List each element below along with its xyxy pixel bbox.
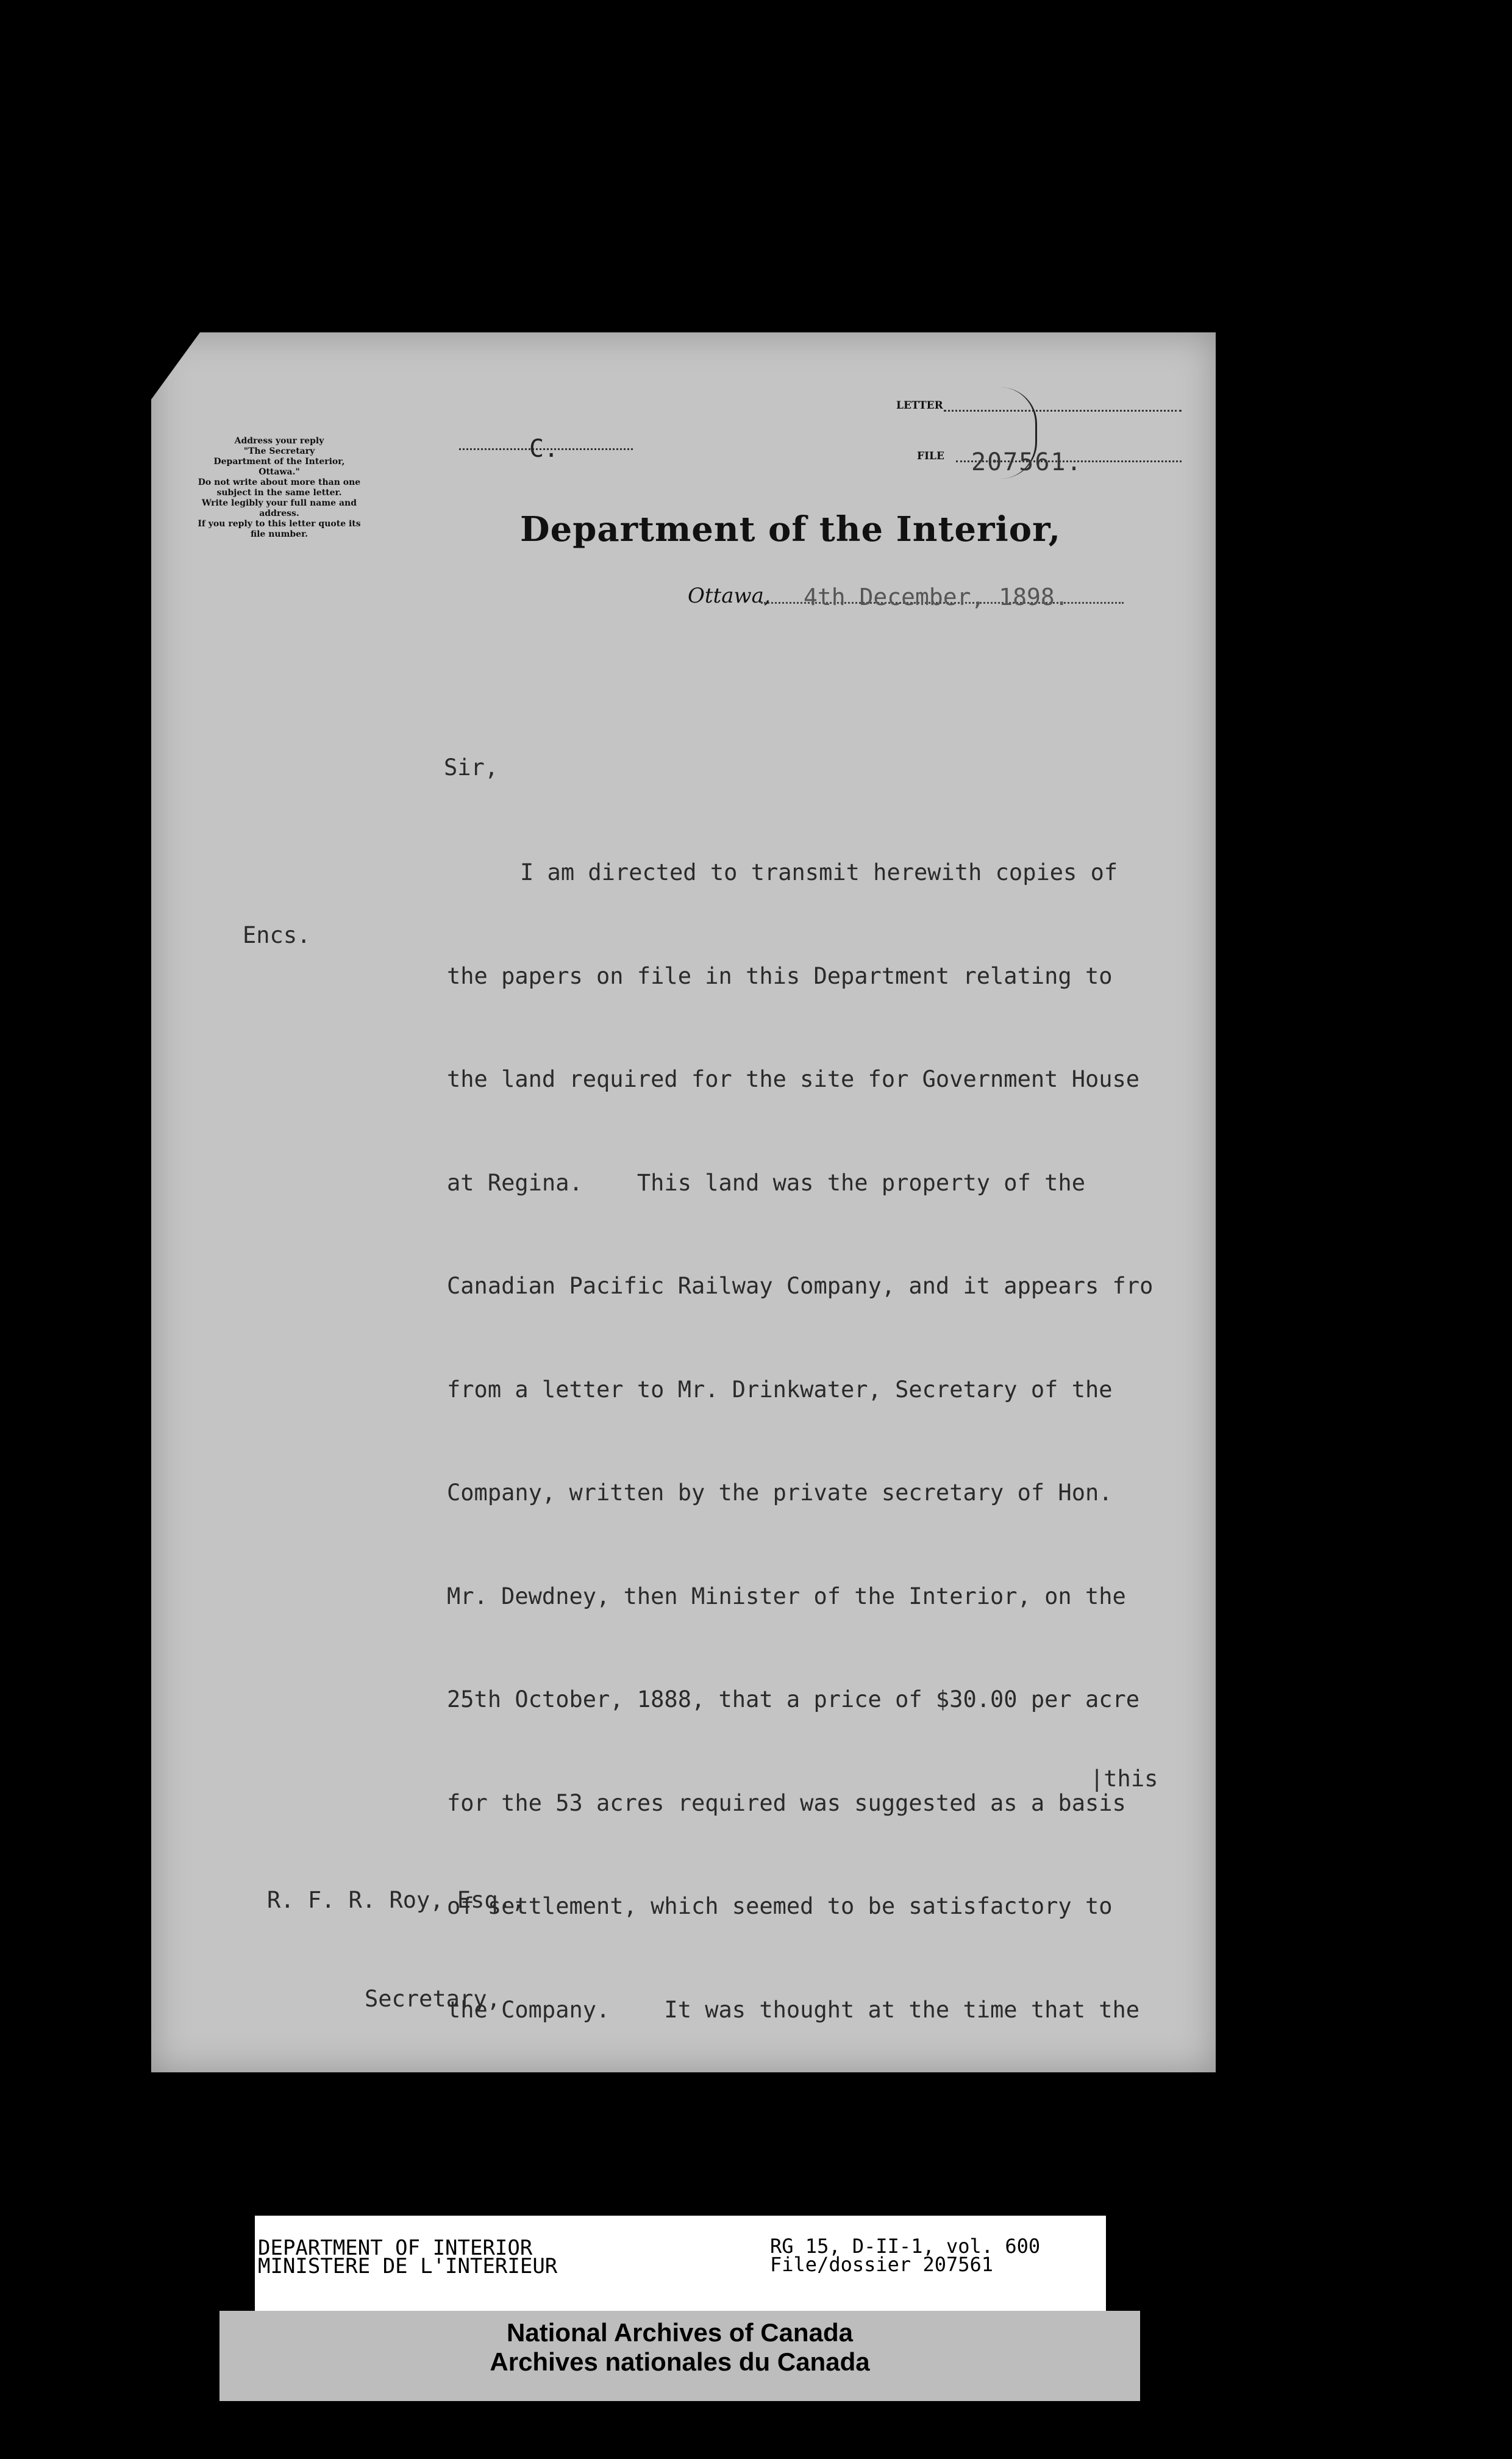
national-archives-label — [219, 2311, 1140, 2401]
body-line: the land required for the site for Government House — [447, 1066, 1140, 1092]
letter-date: 4th December, 1898. — [804, 584, 1069, 610]
stamp-line: address. — [259, 509, 299, 518]
department-title: Department of the Interior, — [520, 509, 1061, 549]
body-line: Company, written by the private secretary of Hon. — [447, 1480, 1113, 1506]
stamp-line: Ottawa." — [259, 467, 300, 477]
archive-file-reference — [770, 2237, 1040, 2274]
reply-instructions-stamp — [188, 436, 371, 540]
archive-rg-volume: RG 15, D-II-1, vol. 600 — [770, 2235, 1041, 2258]
letter-label: LETTER — [896, 399, 943, 412]
body-line: for the 53 acres required was suggested as a basis — [447, 1789, 1126, 1816]
body-line: the papers on file in this Department relating to — [447, 962, 1113, 989]
body-line: at Regina. This land was the property of the — [447, 1169, 1085, 1196]
stamp-line: subject in the same letter. — [216, 488, 342, 498]
archive-department — [258, 2236, 558, 2278]
letter-dotted-line — [944, 410, 1182, 412]
archive-dept-fr: MINISTERE DE L'INTERIEUR — [258, 2254, 558, 2278]
salutation: Sir, — [444, 754, 499, 781]
file-number: 207561. — [971, 448, 1083, 476]
stamp-line: Department of the Interior, — [213, 457, 345, 467]
letter-sheet — [151, 332, 1216, 2072]
archive-reference-label — [255, 2216, 1106, 2311]
body-line: Mr. Dewdney, then Minister of the Interior, on the — [447, 1583, 1126, 1609]
recipient-address — [267, 1830, 685, 2072]
folded-corner — [151, 332, 200, 399]
stamp-line: Write legibly your full name and — [202, 498, 357, 508]
stamp-line: If you reply to this letter quote its — [198, 519, 361, 529]
body-line: from a letter to Mr. Drinkwater, Secretary of the — [447, 1376, 1113, 1403]
body-line: of settlement, which seemed to be satisfactory to — [447, 1893, 1113, 1919]
c-mark: C. — [529, 435, 559, 463]
body-line: I am directed to transmit herewith copies of — [520, 859, 1118, 886]
body-line: Canadian Pacific Railway Company, and it appears fro — [447, 1273, 1154, 1299]
ottawa-label: Ottawa, — [688, 584, 771, 608]
stamp-line: "The Secretary — [243, 446, 315, 456]
file-label: FILE — [917, 450, 944, 462]
nac-name-en: National Archives of Canada — [507, 2318, 853, 2347]
stamp-line: Do not write about more than one — [198, 478, 361, 487]
archive-dept-en: DEPARTMENT OF INTERIOR — [258, 2236, 533, 2260]
archive-file-dossier: File/dossier 207561 — [770, 2253, 994, 2276]
address-line: R. F. R. Roy, Esq., — [267, 1887, 526, 1913]
body-line: the Company. It was thought at the time that the — [447, 1996, 1140, 2023]
enclosures-note: Encs. — [243, 922, 311, 948]
continuation-word: |this — [1090, 1766, 1158, 1792]
stamp-line: file number. — [250, 529, 308, 539]
stamp-line: Address your reply — [234, 436, 324, 446]
address-line: Secretary, — [365, 1986, 501, 2012]
nac-name-fr: Archives nationales du Canada — [490, 2347, 870, 2376]
body-line: 25th October, 1888, that a price of $30.00 per acre — [447, 1686, 1140, 1713]
